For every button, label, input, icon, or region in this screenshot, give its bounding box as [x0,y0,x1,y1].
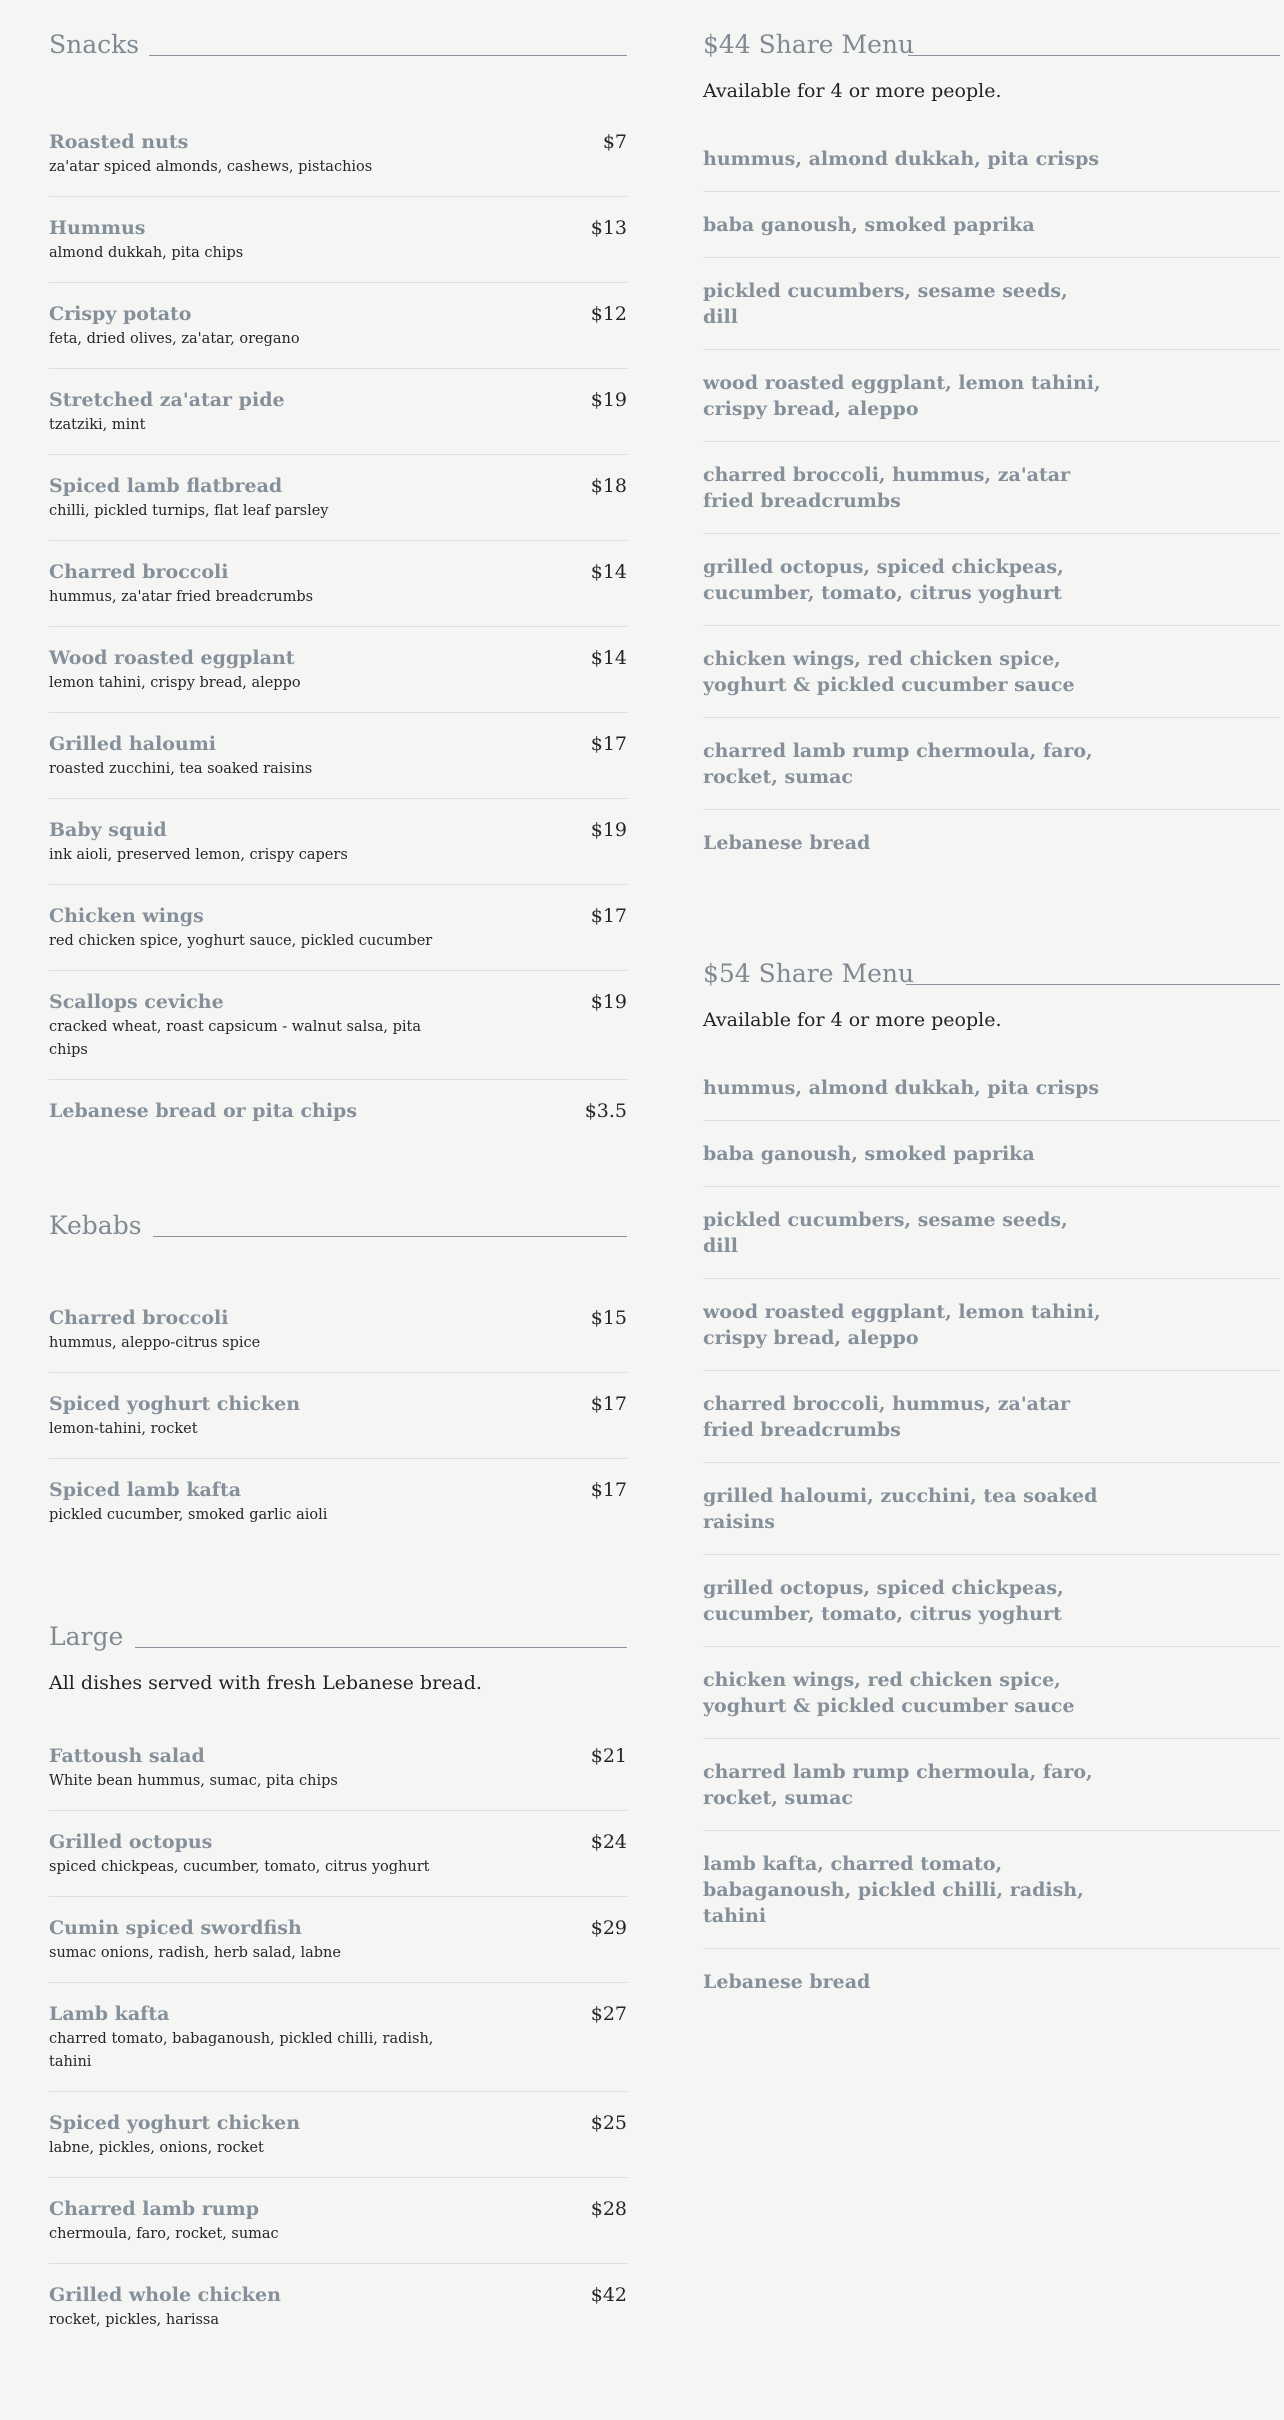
share-menu-item [703,626,1280,718]
menu-item [49,1306,627,1373]
menu-item-description: chermoula, faro, rocket, sumac [49,2226,279,2242]
menu-item-name: Chicken wings [49,905,204,927]
menu-item [49,541,627,627]
menu-item [49,627,627,713]
share-menu-item-text: lamb kafta, charred tomato, babaganoush, pickled chilli, radish, tahini [703,1853,1084,1927]
menu-item-name: Baby squid [49,819,167,841]
menu-item-price: $19 [590,389,627,411]
menu-item-description: almond dukkah, pita chips [49,245,244,261]
share-menu-item-text: charred broccoli, hummus, za'atar fried breadcrumbs [703,464,1071,512]
menu-item-description: lemon-tahini, rocket [49,1421,198,1437]
large-header [49,1624,627,1670]
menu-item-name: Spiced yoghurt chicken [49,1393,301,1415]
menu-item-description: hummus, aleppo-citrus spice [49,1335,261,1351]
share-menu-item-text: baba ganoush, smoked paprika [703,1143,1035,1165]
menu-item-name: Charred broccoli [49,1307,229,1329]
share-menu-item [703,192,1280,258]
menu-item-price: $19 [590,991,627,1013]
share-menu-item [703,810,1280,875]
menu-item-description: hummus, za'atar fried breadcrumbs [49,589,314,605]
menu-item-description: lemon tahini, crispy bread, aleppo [49,675,301,691]
kebabs-header [49,1213,627,1259]
share54-list [703,1075,1280,2014]
menu-item [49,455,627,541]
menu-item-name: Stretched za'atar pide [49,389,285,411]
menu-item-price: $25 [590,2112,627,2134]
menu-item [49,713,627,799]
share-menu-item [703,1279,1280,1371]
snacks-header [49,32,627,78]
menu-item [49,197,627,283]
menu-item [49,1744,627,1811]
kebabs-section [49,1213,627,1544]
menu-item-name: Charred lamb rump [49,2198,260,2220]
menu-item-price: $21 [590,1745,627,1767]
share-menu-item [703,1949,1280,2014]
menu-item-price: $19 [590,819,627,841]
menu-item-name: Spiced yoghurt chicken [49,2112,301,2134]
menu-item-price: $17 [590,905,627,927]
share-menu-item-text: Lebanese bread [703,1971,871,1993]
menu-item-price: $27 [590,2003,627,2025]
share-menu-item-text: grilled haloumi, zucchini, tea soaked raisins [703,1485,1098,1533]
share-menu-item-text: chicken wings, red chicken spice, yoghurt & pickled cucumber sauce [703,648,1075,696]
share-menu-item-text: chicken wings, red chicken spice, yoghurt & pickled cucumber sauce [703,1669,1075,1717]
share-menu-item [703,1463,1280,1555]
menu-item-price: $28 [590,2198,627,2220]
menu-item [49,971,627,1080]
menu-item [49,2092,627,2178]
share-menu-item [703,1555,1280,1647]
menu-item-name: Scallops ceviche [49,991,224,1013]
section-note: Available for 4 or more people. [703,1009,1002,1031]
section-rule [135,1647,627,1648]
share-menu-item [703,718,1280,810]
section-rule [906,984,1280,985]
share-menu-item [703,1831,1280,1949]
large-list [49,1744,627,2349]
menu-item-description: rocket, pickles, harissa [49,2312,219,2328]
menu-item-description: spiced chickpeas, cucumber, tomato, citrus yoghurt [49,1859,430,1875]
share-menu-item [703,1647,1280,1739]
section-title: $54 Share Menu [703,959,915,988]
menu-item-name: Charred broccoli [49,561,229,583]
menu-item-price: $14 [590,647,627,669]
menu-item-name: Hummus [49,217,146,239]
menu-item [49,885,627,971]
share-menu-item-text: charred lamb rump chermoula, faro, rocket, sumac [703,1761,1093,1809]
share44-list [703,146,1280,875]
share-menu-item-text: grilled octopus, spiced chickpeas, cucumber, tomato, citrus yoghurt [703,1577,1064,1625]
share-menu-item-text: charred lamb rump chermoula, faro, rocket, sumac [703,740,1093,788]
share44-section [703,32,1280,875]
section-note: Available for 4 or more people. [703,80,1002,102]
menu-item-name: Lebanese bread or pita chips [49,1100,358,1122]
menu-item [49,1811,627,1897]
menu-item-description: charred tomato, babaganoush, pickled chilli, radish, tahini [49,2031,434,2070]
menu-item-price: $3.5 [584,1100,627,1122]
share-menu-item-text: charred broccoli, hummus, za'atar fried breadcrumbs [703,1393,1071,1441]
share-menu-item [703,350,1280,442]
kebabs-list [49,1306,627,1544]
menu-item-description: red chicken spice, yoghurt sauce, pickled cucumber [49,933,433,949]
share-menu-item-text: pickled cucumbers, sesame seeds, dill [703,1209,1068,1257]
menu-item-name: Grilled octopus [49,1831,213,1853]
menu-item-name: Fattoush salad [49,1745,205,1767]
share-menu-item [703,1121,1280,1187]
menu-item [49,1459,627,1544]
menu-item-description: pickled cucumber, smoked garlic aioli [49,1507,328,1523]
menu-item-name: Roasted nuts [49,131,189,153]
menu-item-description: roasted zucchini, tea soaked raisins [49,761,313,777]
menu-item-name: Spiced lamb flatbread [49,475,283,497]
share-menu-item [703,258,1280,350]
menu-item-description: tzatziki, mint [49,417,146,433]
menu-item-description: labne, pickles, onions, rocket [49,2140,264,2156]
menu-item-description: ink aioli, preserved lemon, crispy capers [49,847,348,863]
menu-item [49,1897,627,1983]
share-menu-item-text: wood roasted eggplant, lemon tahini, crispy bread, aleppo [703,1301,1101,1349]
menu-item-price: $15 [590,1307,627,1329]
share-menu-item [703,1371,1280,1463]
menu-item-name: Crispy potato [49,303,192,325]
snacks-list [49,130,627,1135]
section-title: $44 Share Menu [703,30,915,59]
section-title: Large [49,1622,124,1651]
menu-item-price: $17 [590,1479,627,1501]
large-section [49,1624,627,2349]
menu-item-price: $7 [602,131,627,153]
share44-header [703,32,1280,78]
menu-item [49,799,627,885]
section-note: All dishes served with fresh Lebanese bread. [49,1672,482,1694]
section-rule [149,55,627,56]
share-menu-item-text: baba ganoush, smoked paprika [703,214,1035,236]
menu-item-name: Cumin spiced swordfish [49,1917,302,1939]
menu-item-price: $12 [590,303,627,325]
share-menu-item-text: hummus, almond dukkah, pita crisps [703,1077,1100,1099]
section-rule [908,55,1280,56]
menu-item-name: Wood roasted eggplant [49,647,295,669]
menu-item-price: $42 [590,2284,627,2306]
menu-item-name: Grilled haloumi [49,733,217,755]
menu-item-description: za'atar spiced almonds, cashews, pistachios [49,159,373,175]
section-rule [153,1236,627,1237]
share-menu-item-text: grilled octopus, spiced chickpeas, cucumber, tomato, citrus yoghurt [703,556,1064,604]
menu-item-price: $13 [590,217,627,239]
share-menu-item-text: Lebanese bread [703,832,871,854]
share-menu-item [703,146,1280,192]
menu-item-price: $18 [590,475,627,497]
menu-item [49,2264,627,2349]
menu-item-price: $14 [590,561,627,583]
share-menu-item [703,442,1280,534]
share-menu-item [703,1075,1280,1121]
share-menu-item-text: pickled cucumbers, sesame seeds, dill [703,280,1068,328]
menu-item-price: $24 [590,1831,627,1853]
share-menu-item [703,534,1280,626]
menu-item-description: feta, dried olives, za'atar, oregano [49,331,300,347]
share-menu-item-text: wood roasted eggplant, lemon tahini, crispy bread, aleppo [703,372,1101,420]
menu-item-name: Lamb kafta [49,2003,170,2025]
section-title: Snacks [49,30,140,59]
menu-item-price: $17 [590,1393,627,1415]
menu-item-description: sumac onions, radish, herb salad, labne [49,1945,341,1961]
share54-section [703,961,1280,2014]
menu-item [49,1983,627,2092]
share-menu-item [703,1739,1280,1831]
menu-item [49,130,627,197]
menu-item [49,1080,627,1135]
share-menu-item [703,1187,1280,1279]
menu-item [49,369,627,455]
menu-item-price: $29 [590,1917,627,1939]
share-menu-item-text: hummus, almond dukkah, pita crisps [703,148,1100,170]
snacks-section [49,32,627,1135]
menu-item [49,1373,627,1459]
menu-item-description: chilli, pickled turnips, flat leaf parsley [49,503,329,519]
menu-item-name: Spiced lamb kafta [49,1479,242,1501]
share54-header [703,961,1280,1007]
menu-item-price: $17 [590,733,627,755]
menu-item-description: White bean hummus, sumac, pita chips [49,1773,338,1789]
menu-item-description: cracked wheat, roast capsicum - walnut salsa, pita chips [49,1019,421,1058]
menu-item [49,283,627,369]
menu-item-name: Grilled whole chicken [49,2284,281,2306]
menu-item [49,2178,627,2264]
section-title: Kebabs [49,1211,142,1240]
